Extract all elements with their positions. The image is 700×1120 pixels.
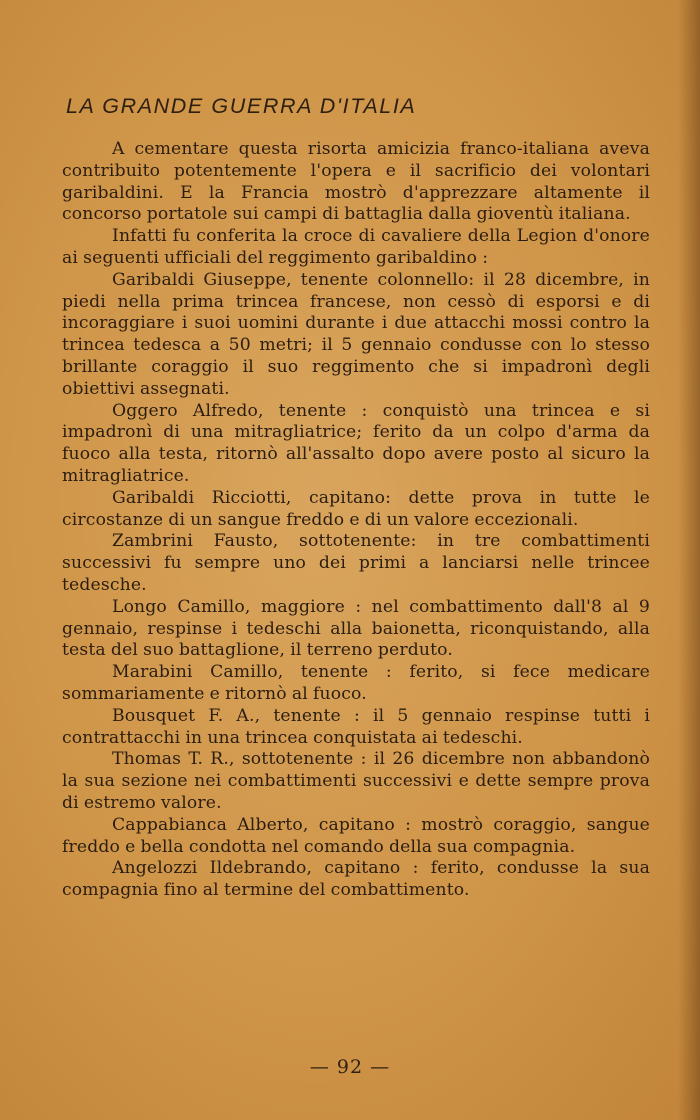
citation-zambrini-fausto: Zambrini Fausto, sottotenente: in tre combattimenti successivi fu sempre uno dei primi a lanciarsi nelle trincee tedesche. (62, 531, 650, 595)
citation-garibaldi-giuseppe: Garibaldi Giuseppe, tenente colonnello: il 28 dicembre, in piedi nella prima trincea francese, non cessò di esporsi e di incoraggiare i suoi uomini durante i due attacchi mossi contro la trincea tedesca a 50 metri; il 5 gennaio condusse con lo stesso brillante coraggio il suo reggimento che si impadronì degli obiettivi assegnati. (62, 269, 650, 399)
page-edge-shadow (678, 0, 700, 1120)
citation-cappabianca-alberto: Cappabianca Alberto, capitano : mostrò coraggio, sangue freddo e bella condotta nel comando della sua compagnia. (62, 814, 650, 857)
citation-oggero-alfredo: Oggero Alfredo, tenente : conquistò una trincea e si impadronì di una mitragliatrice; ferito da un colpo d'arma da fuoco alla testa, ritornò all'assalto dopo avere posto al sicuro la mitragliatrice. (62, 400, 650, 486)
citation-angelozzi-ildebrando: Angelozzi Ildebrando, capitano : ferito, condusse la sua compagnia fino al termine del combattimento. (62, 858, 650, 901)
citation-thomas: Thomas T. R., sottotenente : il 26 dicembre non abbandonò la sua sezione nei combattimenti successivi e dette sempre prova di estremo valore. (62, 749, 650, 813)
paragraph-intro: A cementare questa risorta amicizia franco-italiana aveva contribuito potentemente l'opera e il sacrificio dei volontari garibaldini. E la Francia mostrò d'apprezzare altamente il concorso portatole sui campi di battaglia dalla gioventù italiana. (62, 139, 650, 225)
citation-garibaldi-ricciotti: Garibaldi Ricciotti, capitano: dette prova in tutte le circostanze di un sangue freddo e di un valore eccezionali. (62, 487, 650, 530)
page-number: — 92 — (309, 1056, 391, 1078)
book-page (62, 94, 650, 902)
running-title: LA GRANDE GUERRA D'ITALIA (66, 94, 417, 118)
paragraph-legion-honor: Infatti fu conferita la croce di cavaliere della Legion d'onore ai seguenti ufficiali del reggimento garibaldino : (62, 226, 650, 268)
page-body (62, 139, 650, 902)
citation-marabini-camillo: Marabini Camillo, tenente : ferito, si fece medicare sommariamente e ritornò al fuoco. (62, 662, 650, 704)
citation-bousquet: Bousquet F. A., tenente : il 5 gennaio respinse tutti i contrattacchi in una trincea conquistata ai tedeschi. (62, 705, 650, 748)
citation-longo-camillo: Longo Camillo, maggiore : nel combattimento dall'8 al 9 gennaio, respinse i tedeschi alla baionetta, riconquistando, alla testa del suo battaglione, il terreno perduto. (62, 596, 650, 661)
